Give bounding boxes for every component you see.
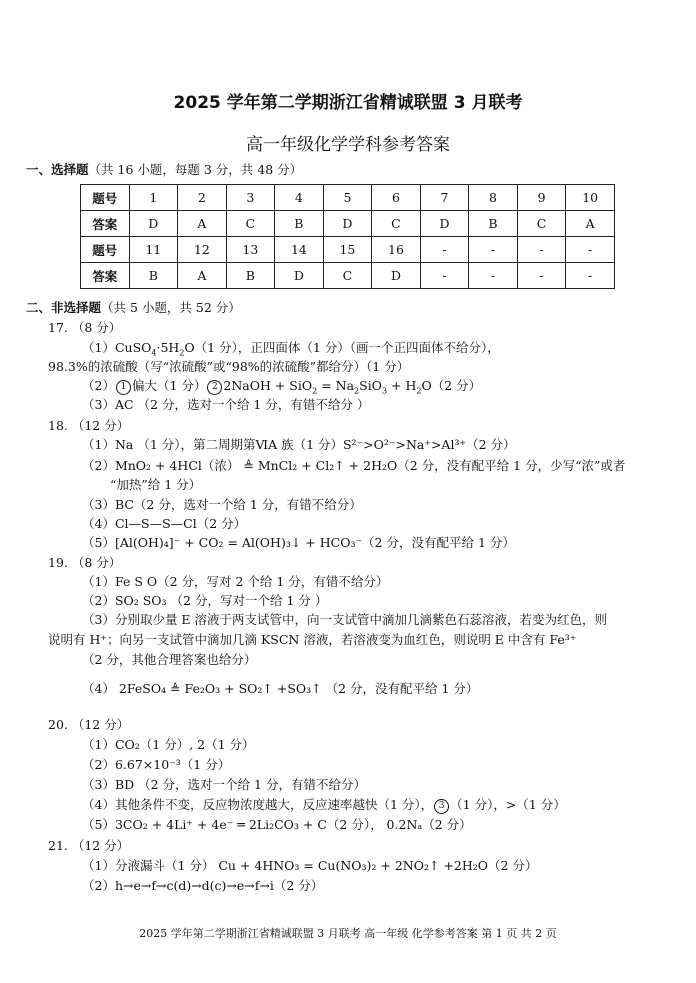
- q21-heading: 21. （12 分）: [48, 838, 130, 853]
- q18-heading: 18. （12 分）: [48, 418, 130, 433]
- table-cell: A: [178, 211, 227, 237]
- q18-line-3: （3）BC（2 分，选对一个给 1 分，有错不给分）: [82, 497, 362, 512]
- table-cell: 4: [275, 185, 324, 211]
- table-cell: B: [469, 211, 518, 237]
- row-label-number: 题号: [81, 185, 130, 211]
- table-cell: C: [372, 211, 421, 237]
- q18-line-4: （4）Cl—S—S—Cl（2 分）: [82, 516, 247, 531]
- table-cell: 9: [517, 185, 566, 211]
- table-cell: 11: [129, 237, 178, 263]
- table-cell: -: [469, 237, 518, 263]
- table-cell: D: [420, 211, 469, 237]
- table-cell: C: [517, 211, 566, 237]
- q17-l1-sub2: 2: [179, 348, 185, 358]
- table-cell: A: [566, 211, 615, 237]
- table-cell: 12: [178, 237, 227, 263]
- q18-line-5: （5）[Al(OH)₄]⁻ + CO₂ = Al(OH)₃↓ + HCO₃⁻（2 分，没有配平给 1 分）: [82, 535, 515, 550]
- table-row: [81, 211, 615, 237]
- q17-heading: 17. （8 分）: [48, 320, 122, 335]
- q17-l1-mid: ·5H: [156, 340, 180, 355]
- q20-line-2: （2）6.67×10⁻³（1 分）: [82, 757, 231, 772]
- table-cell: B: [129, 263, 178, 289]
- table-cell: 16: [372, 237, 421, 263]
- table-row: [81, 263, 615, 289]
- table-cell: 10: [566, 185, 615, 211]
- q19-line-6: （4） 2FeSO₄ ≜ Fe₂O₃ + SO₂↑ +SO₃↑ （2 分，没有配平给 1 分）: [82, 681, 479, 696]
- q17-l3-f: + H: [387, 378, 417, 393]
- table-cell: C: [226, 211, 275, 237]
- q17-line-4: （3）AC （2 分，选对一个给 1 分，有错不给分 ）: [82, 397, 370, 412]
- q21-line-1: （1）分液漏斗（1 分） Cu + 4HNO₃ = Cu(NO₃)₂ + 2NO₂↑ +2H₂O（2 分）: [82, 858, 538, 873]
- q18-line-1: （1）Na （1 分），第二周期第ⅥA 族（1 分）S²⁻>O²⁻>Na⁺>Al³⁺（2 分）: [82, 437, 516, 452]
- table-cell: A: [178, 263, 227, 289]
- q20-line-5: （5）3CO₂ + 4Li⁺ + 4e⁻ ═ 2Li₂CO₃ + C（2 分）， 0.2Nₐ（2 分）: [82, 817, 472, 832]
- q19-line-4: 说明有 H⁺；向另一支试管中滴加几滴 KSCN 溶液，若溶液变为血红色，则说明 E 中含有 Fe³⁺: [48, 632, 577, 647]
- q19-heading: 19. （8 分）: [48, 555, 122, 570]
- table-cell: C: [323, 263, 372, 289]
- q20-l4-a: （4）其他条件不变，反应物浓度越大，反应速率越快（1 分），: [82, 797, 434, 812]
- q17-l1-post: O（1 分），正四面体（1 分）（画一个正四面体不给分），: [184, 340, 500, 355]
- q17-l3-g: O（2 分）: [421, 378, 482, 393]
- q17-l3-a: （2）: [82, 378, 115, 393]
- table-cell: -: [517, 263, 566, 289]
- page-subtitle: 高一年级化学学科参考答案: [246, 135, 450, 155]
- table-cell: B: [226, 263, 275, 289]
- table-cell: 8: [469, 185, 518, 211]
- q17-l3-d: = Na: [317, 378, 355, 393]
- table-cell: 6: [372, 185, 421, 211]
- table-cell: -: [420, 237, 469, 263]
- section-1-label: 一、选择题: [26, 162, 89, 177]
- section-2-heading: [26, 300, 241, 316]
- q20-line-1: （1）CO₂（1 分）, 2（1 分）: [82, 737, 255, 752]
- circled-number-icon: 3: [434, 799, 449, 814]
- section-2-label: 二、非选择题: [26, 300, 102, 315]
- table-cell: -: [469, 263, 518, 289]
- table-cell: D: [323, 211, 372, 237]
- table-cell: 14: [275, 237, 324, 263]
- q19-line-1: （1）Fe S O（2 分，写对 2 个给 1 分，有错不给分）: [82, 574, 389, 589]
- page-title: 2025 学年第二学期浙江省精诚联盟 3 月联考: [173, 93, 523, 113]
- q20-line-3: （3）BD （2 分，选对一个给 1 分，有错不给分）: [82, 777, 366, 792]
- q20-line-4: [82, 797, 566, 814]
- table-cell: D: [275, 263, 324, 289]
- answer-table: [80, 184, 615, 289]
- table-cell: -: [566, 237, 615, 263]
- q19-line-2: （2）SO₂ SO₃ （2 分，写对一个给 1 分 ）: [82, 593, 328, 608]
- q20-l4-b: （1 分），>（1 分）: [450, 797, 566, 812]
- table-cell: 1: [129, 185, 178, 211]
- row-label-answer: 答案: [81, 263, 130, 289]
- section-2-desc: （共 5 小题，共 52 分）: [101, 300, 241, 315]
- q17-line-2: 98.3%的浓硫酸（写“浓硫酸”或“98%的浓硫酸”都给分）（1 分）: [48, 359, 410, 374]
- table-cell: 13: [226, 237, 275, 263]
- row-label-number: 题号: [81, 237, 130, 263]
- table-cell: 2: [178, 185, 227, 211]
- q17-l3-b: 偏大（1 分）: [131, 378, 207, 393]
- q17-l1-pre: （1）CuSO: [82, 340, 152, 355]
- section-1-heading: [26, 162, 302, 178]
- circled-number-icon: 1: [116, 380, 131, 395]
- q19-line-5: （2 分，其他合理答案也给分）: [82, 652, 257, 667]
- row-label-answer: 答案: [81, 211, 130, 237]
- q18-line-2b: “加热”给 1 分）: [110, 477, 202, 492]
- circled-number-icon: 2: [207, 380, 222, 395]
- q17-line-3: （2） 1 偏大（1 分） 2 2NaOH + $SiO_2 = Na_2SiO_3 + H_2O(2$ 分）: [82, 378, 482, 396]
- q21-line-2: （2）h→e→f→c(d)→d(c)→e→f→i（2 分）: [82, 878, 324, 893]
- table-cell: 7: [420, 185, 469, 211]
- table-cell: 15: [323, 237, 372, 263]
- q17-l1-sub: 4: [151, 348, 157, 358]
- table-cell: D: [372, 263, 421, 289]
- q17-l3-e: SiO: [359, 378, 382, 393]
- q18-line-2: （2）MnO₂ + 4HCl（浓） ≜ MnCl₂ + Cl₂↑ + 2H₂O（2 分，没有配平给 1 分，少写“浓”或者: [82, 458, 626, 473]
- table-cell: -: [566, 263, 615, 289]
- table-cell: 3: [226, 185, 275, 211]
- table-cell: 5: [323, 185, 372, 211]
- table-cell: -: [517, 237, 566, 263]
- q19-line-3: （3）分别取少量 E 溶液于两支试管中，向一支试管中滴加几滴紫色石蕊溶液，若变为红色，则: [82, 612, 608, 627]
- q17-line-1: [82, 340, 500, 356]
- table-cell: B: [275, 211, 324, 237]
- table-cell: -: [420, 263, 469, 289]
- page-footer: 2025 学年第二学期浙江省精诚联盟 3 月联考 高一年级 化学参考答案 第 1 页 共 2 页: [139, 927, 557, 940]
- table-row: [81, 185, 615, 211]
- section-1-desc: （共 16 小题，每题 3 分，共 48 分）: [88, 162, 303, 177]
- table-row: [81, 237, 615, 263]
- q17-l3-c: 2NaOH + SiO: [223, 378, 313, 393]
- table-cell: D: [129, 211, 178, 237]
- q20-heading: 20. （12 分）: [48, 717, 130, 732]
